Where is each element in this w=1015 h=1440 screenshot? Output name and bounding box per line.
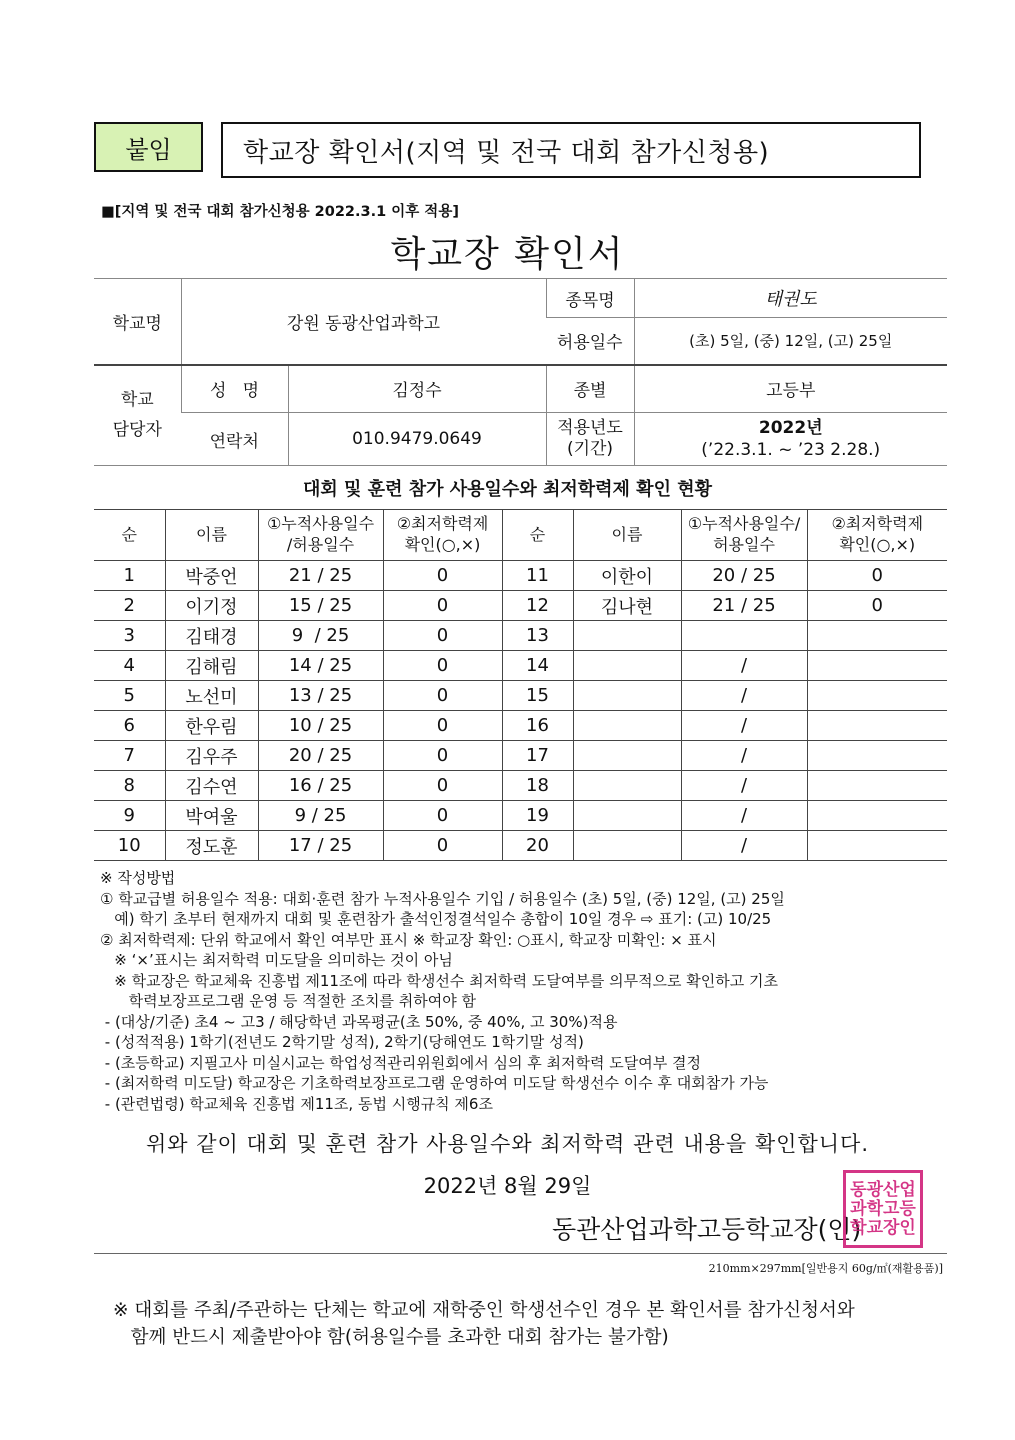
roster-name: 한우림 — [165, 711, 258, 741]
applicable-note: ■[지역 및 전국 대회 참가신청용 2022.3.1 이후 적용] — [101, 204, 459, 220]
roster-check: 0 — [383, 651, 502, 681]
roster-days: / — [681, 801, 807, 831]
principal-signature: 동관산업과학고등학교장(인) — [552, 1215, 862, 1244]
roster-days: 15 / 25 — [258, 591, 383, 621]
name-value: 김정수 — [288, 365, 546, 413]
roster-no: 2 — [94, 591, 165, 621]
roster-no: 6 — [94, 711, 165, 741]
confirmation-statement: 위와 같이 대회 및 훈련 참가 사용일수와 최저학력 관련 내용을 확인합니다. — [145, 1132, 869, 1156]
roster-days: 16 / 25 — [258, 771, 383, 801]
issue-date: 2022년 8월 29일 — [423, 1174, 592, 1198]
roster-check: 0 — [807, 591, 947, 621]
roster-days: 10 / 25 — [258, 711, 383, 741]
roster-no: 7 — [94, 741, 165, 771]
roster-days: / — [681, 741, 807, 771]
roster-days — [681, 621, 807, 651]
roster-name: 김해림 — [165, 651, 258, 681]
allowed-days-value: (초) 5일, (중) 12일, (고) 25일 — [634, 318, 947, 365]
roster-no: 14 — [502, 651, 573, 681]
roster-name: 김태경 — [165, 621, 258, 651]
roster-check: 0 — [383, 771, 502, 801]
roster-name — [573, 681, 681, 711]
table-row — [94, 741, 947, 771]
note-line: 학력보장프로그램 운영 등 적절한 조치를 취하여야 함 — [100, 992, 476, 1010]
roster-table — [94, 509, 947, 861]
roster-name: 김우주 — [165, 741, 258, 771]
header-days: ①누적사용일수/ 허용일수 — [681, 510, 807, 561]
roster-days: 9 / 25 — [258, 621, 383, 651]
roster-days: / — [681, 831, 807, 861]
table-row — [94, 651, 947, 681]
period-cell — [634, 413, 947, 466]
roster-check: 0 — [383, 711, 502, 741]
roster-check: 0 — [383, 591, 502, 621]
roster-name — [573, 711, 681, 741]
roster-days: 14 / 25 — [258, 651, 383, 681]
roster-no: 8 — [94, 771, 165, 801]
paper-spec: 210mm×297mm[일반용지 60g/㎡(재활용품)] — [708, 1262, 943, 1275]
roster-check: 0 — [383, 741, 502, 771]
note-line: 예) 학기 초부터 현재까지 대회 및 훈련참가 출석인정결석일수 총합이 10일 경우 ⇨ 표기: (고) 10/25 — [100, 910, 772, 928]
table-row — [94, 711, 947, 741]
header-check: ②최저학력제 확인(○,×) — [807, 510, 947, 561]
roster-days: 20 / 25 — [681, 561, 807, 591]
header-name: 이름 — [165, 510, 258, 561]
section-title: 대회 및 훈련 참가 사용일수와 최저학력제 확인 현황 — [302, 479, 712, 500]
document-title: 학교장 확인서 — [390, 234, 625, 275]
roster-name — [573, 831, 681, 861]
roster-name — [573, 741, 681, 771]
roster-no: 18 — [502, 771, 573, 801]
roster-check: 0 — [383, 801, 502, 831]
period-value: (’22.3.1. ~ ’23 2.28.) — [701, 440, 881, 460]
table-row — [94, 801, 947, 831]
roster-no: 5 — [94, 681, 165, 711]
roster-name: 박중언 — [165, 561, 258, 591]
table-row — [94, 771, 947, 801]
roster-days: 21 / 25 — [681, 591, 807, 621]
roster-no: 12 — [502, 591, 573, 621]
roster-days: 17 / 25 — [258, 831, 383, 861]
roster-name — [573, 801, 681, 831]
roster-check — [807, 771, 947, 801]
roster-name: 이한이 — [573, 561, 681, 591]
roster-name — [573, 771, 681, 801]
roster-name: 이기정 — [165, 591, 258, 621]
roster-no: 20 — [502, 831, 573, 861]
header-title: 학교장 확인서(지역 및 전국 대회 참가신청용) — [221, 122, 921, 178]
roster-check — [807, 621, 947, 651]
roster-check — [807, 651, 947, 681]
footer-note: ※ 대회를 주최/주관하는 단체는 학교에 재학중인 학생선수인 경우 본 확인서를 참가신청서와 함께 반드시 제출받아야 함(허용일수를 초과한 대회 참가는 불가함) — [113, 1300, 855, 1348]
seal-text: 동광산업 과학고등 학교장인 — [850, 1180, 916, 1238]
roster-days: 21 / 25 — [258, 561, 383, 591]
note-line: - (관련법령) 학교체육 진흥법 제11조, 동법 시행규칙 제6조 — [100, 1094, 493, 1113]
note-line: ※ ‘×’표시는 최저학력 미도달을 의미하는 것이 아님 — [100, 951, 453, 969]
roster-no: 1 — [94, 561, 165, 591]
school-value: 강원 동광산업과학고 — [181, 279, 546, 365]
category-label: 종별 — [546, 365, 634, 413]
roster-days: / — [681, 771, 807, 801]
roster-no: 4 — [94, 651, 165, 681]
contact-label: 연락처 — [181, 413, 288, 466]
roster-name: 김수연 — [165, 771, 258, 801]
school-info-table — [94, 278, 947, 466]
header-check: ②최저학력제 확인(○,×) — [383, 510, 502, 561]
roster-name: 박여울 — [165, 801, 258, 831]
year-value: 2022년 — [758, 418, 823, 438]
roster-name — [573, 651, 681, 681]
table-row — [94, 561, 947, 591]
roster-no: 10 — [94, 831, 165, 861]
sport-value: 태권도 — [634, 279, 947, 318]
manager-label: 학교 담당자 — [94, 365, 181, 466]
roster-no: 15 — [502, 681, 573, 711]
roster-check — [807, 681, 947, 711]
roster-check — [807, 711, 947, 741]
roster-check — [807, 741, 947, 771]
table-row — [94, 591, 947, 621]
note-line: - (최저학력 미도달) 학교장은 기초학력보장프로그램 운영하여 미도달 학생선수 이수 후 대회참가 가능 — [100, 1074, 769, 1092]
header-no: 순 — [502, 510, 573, 561]
table-row — [94, 681, 947, 711]
category-value: 고등부 — [634, 365, 947, 413]
roster-no: 11 — [502, 561, 573, 591]
header-name: 이름 — [573, 510, 681, 561]
roster-check: 0 — [383, 681, 502, 711]
writing-guide — [100, 868, 960, 1114]
header-no: 순 — [94, 510, 165, 561]
roster-name — [573, 621, 681, 651]
header-days: ①누적사용일수 /허용일수 — [258, 510, 383, 561]
roster-no: 3 — [94, 621, 165, 651]
sport-label: 종목명 — [546, 279, 634, 318]
note-line: ② 최저학력제: 단위 학교에서 확인 여부만 표시 ※ 학교장 확인: ○표시, 학교장 미확인: × 표시 — [100, 930, 717, 949]
roster-no: 9 — [94, 801, 165, 831]
roster-name: 노선미 — [165, 681, 258, 711]
roster-days: 13 / 25 — [258, 681, 383, 711]
roster-days: 20 / 25 — [258, 741, 383, 771]
roster-name: 정도훈 — [165, 831, 258, 861]
roster-check — [807, 801, 947, 831]
roster-no: 16 — [502, 711, 573, 741]
roster-days: 9 / 25 — [258, 801, 383, 831]
annex-label: 붙임 — [94, 122, 203, 172]
note-line: - (대상/기준) 초4 ~ 고3 / 해당학년 과목평균(초 50%, 중 40%, 고 30%)적용 — [100, 1012, 618, 1031]
roster-check: 0 — [383, 561, 502, 591]
roster-check — [807, 831, 947, 861]
table-row — [94, 621, 947, 651]
roster-check: 0 — [383, 621, 502, 651]
period-label: 적용년도 (기간) — [546, 413, 634, 466]
roster-name: 김나현 — [573, 591, 681, 621]
school-label: 학교명 — [94, 279, 181, 365]
note-line: - (초등학교) 지필고사 미실시교는 학업성적관리위원회에서 심의 후 최저학력 도달여부 결정 — [100, 1053, 701, 1072]
note-line: ※ 학교장은 학교체육 진흥법 제11조에 따라 학생선수 최저학력 도달여부를 의무적으로 확인하고 기초 — [100, 971, 779, 990]
table-row — [94, 831, 947, 861]
note-line: - (성적적용) 1학기(전년도 2학기말 성적), 2학기(당해연도 1학기말 성적) — [100, 1033, 584, 1051]
note-line: ① 학교급별 허용일수 적용: 대회·훈련 참가 누적사용일수 기입 / 허용일수 (초) 5일, (중) 12일, (고) 25일 — [100, 889, 785, 908]
allowed-days-label: 허용일수 — [546, 318, 634, 365]
roster-no: 13 — [502, 621, 573, 651]
roster-check: 0 — [383, 831, 502, 861]
roster-check: 0 — [807, 561, 947, 591]
name-label: 성 명 — [181, 365, 288, 413]
contact-value: 010.9479.0649 — [288, 413, 546, 466]
roster-days: / — [681, 681, 807, 711]
divider — [94, 1253, 947, 1254]
roster-no: 17 — [502, 741, 573, 771]
official-seal — [843, 1170, 923, 1248]
note-line: ※ 작성방법 — [100, 869, 176, 887]
roster-no: 19 — [502, 801, 573, 831]
roster-days: / — [681, 651, 807, 681]
roster-days: / — [681, 711, 807, 741]
